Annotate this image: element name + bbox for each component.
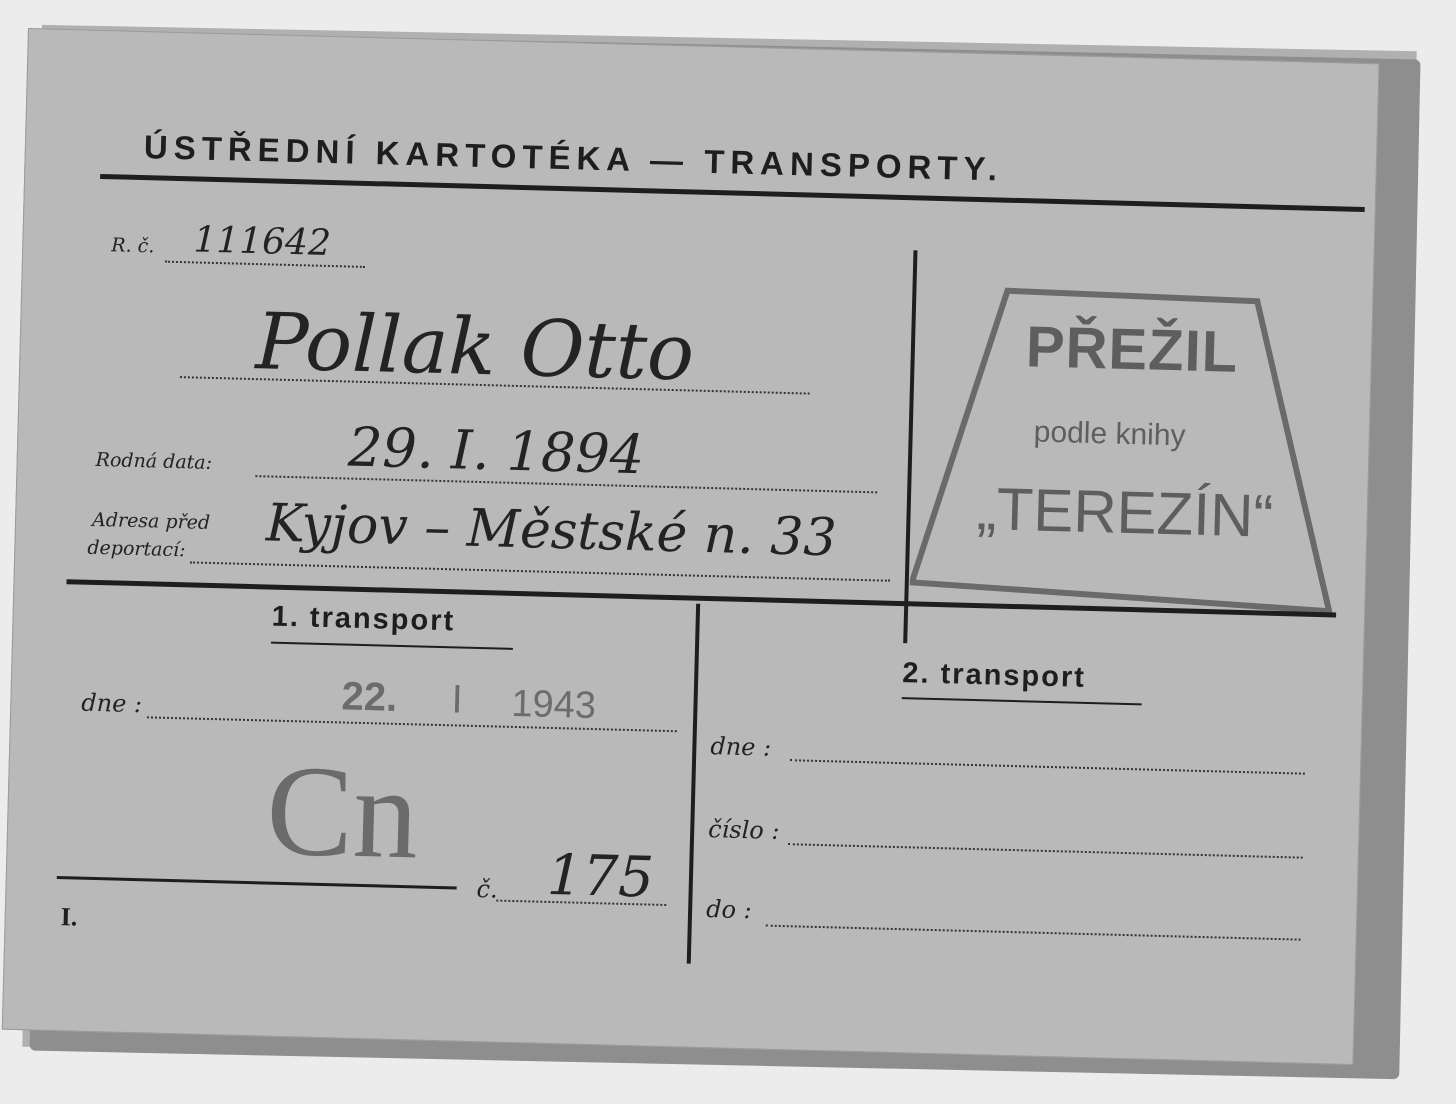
transport1-number-label: č.: [476, 875, 499, 904]
transport1-date-dots: [147, 716, 677, 732]
address-label-line2: deportací:: [87, 536, 186, 562]
address-label-line1: Adresa před: [91, 508, 211, 534]
stamp-according-book: podle knihy: [1033, 415, 1186, 453]
reg-label: R. č.: [111, 234, 155, 258]
transport1-date-day: 22.: [341, 674, 398, 720]
transport2-heading: 2. transport: [901, 657, 1087, 694]
transport1-code: Cn: [264, 738, 421, 887]
stamp-terezin: „TEREZÍN“: [975, 475, 1275, 550]
birth-date: 29. I. 1894: [347, 415, 646, 487]
person-name: Pollak Otto: [254, 297, 696, 399]
transport2-to-label: do :: [705, 895, 753, 925]
transport1-date-month: I: [450, 677, 464, 722]
transport1-date-year: 1943: [510, 682, 597, 728]
address: Kyjov – Městské n. 33: [265, 493, 838, 569]
series-mark: I.: [60, 902, 78, 932]
reg-number: 111642: [192, 219, 332, 264]
transport1-heading: 1. transport: [271, 600, 456, 638]
birth-label: Rodná data:: [95, 448, 213, 474]
transport2-heading-underline: [902, 697, 1142, 705]
index-card: [2, 28, 1380, 1065]
transport2-date-dots: [790, 759, 1305, 774]
card-header: ÚSTŘEDNÍ KARTOTÉKA — TRANSPORTY.: [143, 128, 1004, 188]
transport2-number-label: číslo :: [707, 815, 780, 845]
transport2-to-dots: [766, 925, 1301, 941]
transport1-number: 175: [546, 842, 655, 911]
transport2-date-label: dne :: [710, 732, 772, 762]
bottom-vertical-divider: [687, 604, 700, 964]
transport1-date-label: dne :: [80, 688, 143, 719]
transport1-heading-underline: [271, 642, 513, 650]
stamp-survived: PŘEŽIL: [1025, 314, 1240, 385]
transport2-number-dots: [788, 843, 1303, 858]
